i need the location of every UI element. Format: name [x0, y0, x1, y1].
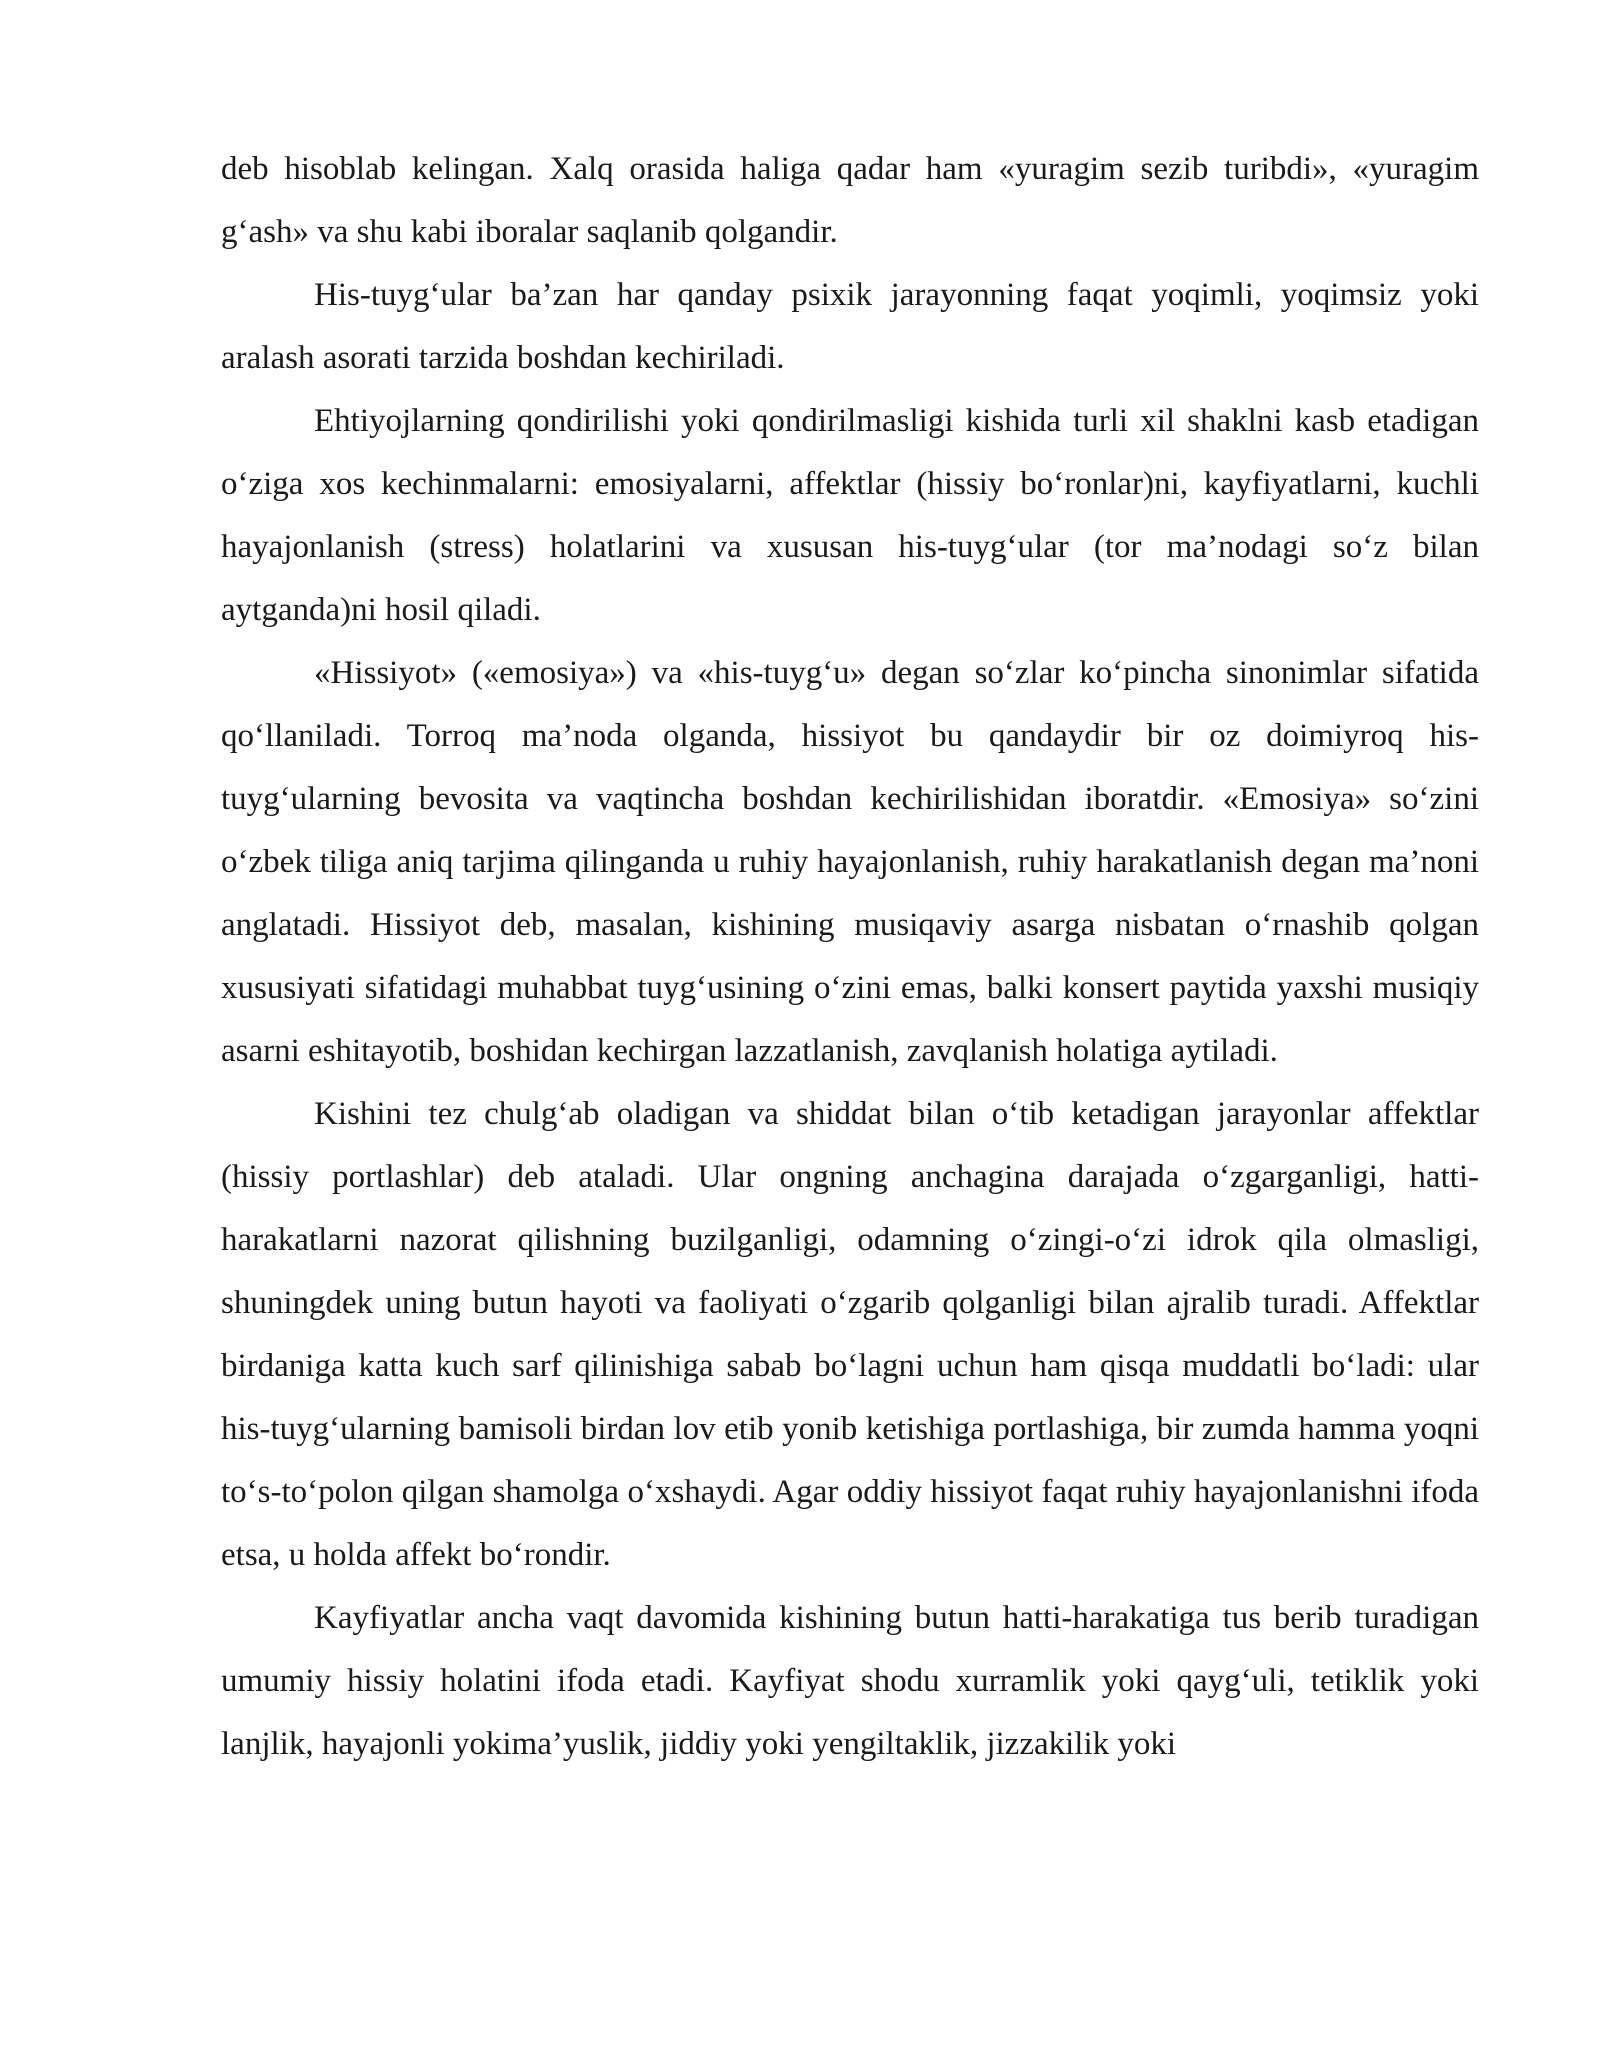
paragraph-2: His-tuyg‘ular ba’zan har qanday psixik jarayonning faqat yoqimli, yoqimsiz yoki aralash asorati tarzida boshdan kechiriladi. [221, 277, 1479, 376]
paragraph-6: Kayfiyatlar ancha vaqt davomida kishining butun hatti-harakatiga tus berib turadigan umumiy hissiy holatini ifoda etadi. Kayfiyat shodu xurramlik yoki qayg‘uli, tetiklik yoki lanjlik, hayajonli yokima’yuslik, jiddiy yoki yengiltaklik, jizzakilik yoki [221, 1600, 1479, 1762]
paragraph-1: deb hisoblab kelingan. Xalq orasida haliga qadar ham «yuragim sezib turibdi», «yuragim g‘ash» va shu kabi iboralar saqlanib qolgandir. [221, 151, 1479, 250]
paragraph-5: Kishini tez chulg‘ab oladigan va shiddat bilan o‘tib ketadigan jarayonlar affektlar (hissiy portlashlar) deb ataladi. Ular ongning anchagina darajada o‘zgarganligi, hatti-harakatlarni nazorat qilishning buzilganligi, odamning o‘zingi-o‘zi idrok qila olmasligi, shuningdek uning butun hayoti va faoliyati o‘zgarib qolganligi bilan ajralib turadi. Affektlar birdaniga katta kuch sarf qilinishiga sabab bo‘lagni uchun ham qisqa muddatli bo‘ladi: ular his-tuyg‘ularning bamisoli birdan lov etib yonib ketishiga portlashiga, bir zumda hamma yoqni to‘s-to‘polon qilgan shamolga o‘xshaydi. Agar oddiy hissiyot faqat ruhiy hayajonlanishni ifoda etsa, u holda affekt bo‘rondir. [221, 1096, 1479, 1573]
document-page [221, 138, 1479, 1776]
paragraph-3: Ehtiyojlarning qondirilishi yoki qondirilmasligi kishida turli xil shaklni kasb etadigan o‘ziga xos kechinmalarni: emosiyalarni, affektlar (hissiy bo‘ronlar)ni, kayfiyatlarni, kuchli hayajonlanish (stress) holatlarini va xususan his-tuyg‘ular (tor ma’nodagi so‘z bilan aytganda)ni hosil qiladi. [221, 403, 1479, 628]
paragraph-4: «Hissiyot» («emosiya») va «his-tuyg‘u» degan so‘zlar ko‘pincha sinonimlar sifatida qo‘llaniladi. Torroq ma’noda olganda, hissiyot bu qandaydir bir oz doimiyroq his-tuyg‘ularning bevosita va vaqtincha boshdan kechirilishidan iboratdir. «Emosiya» so‘zini o‘zbek tiliga aniq tarjima qilinganda u ruhiy hayajonlanish, ruhiy harakatlanish degan ma’noni anglatadi. Hissiyot deb, masalan, kishining musiqaviy asarga nisbatan o‘rnashib qolgan xususiyati sifatidagi muhabbat tuyg‘usining o‘zini emas, balki konsert paytida yaxshi musiqiy asarni eshitayotib, boshidan kechirgan lazzatlanish, zavqlanish holatiga aytiladi. [221, 655, 1479, 1069]
